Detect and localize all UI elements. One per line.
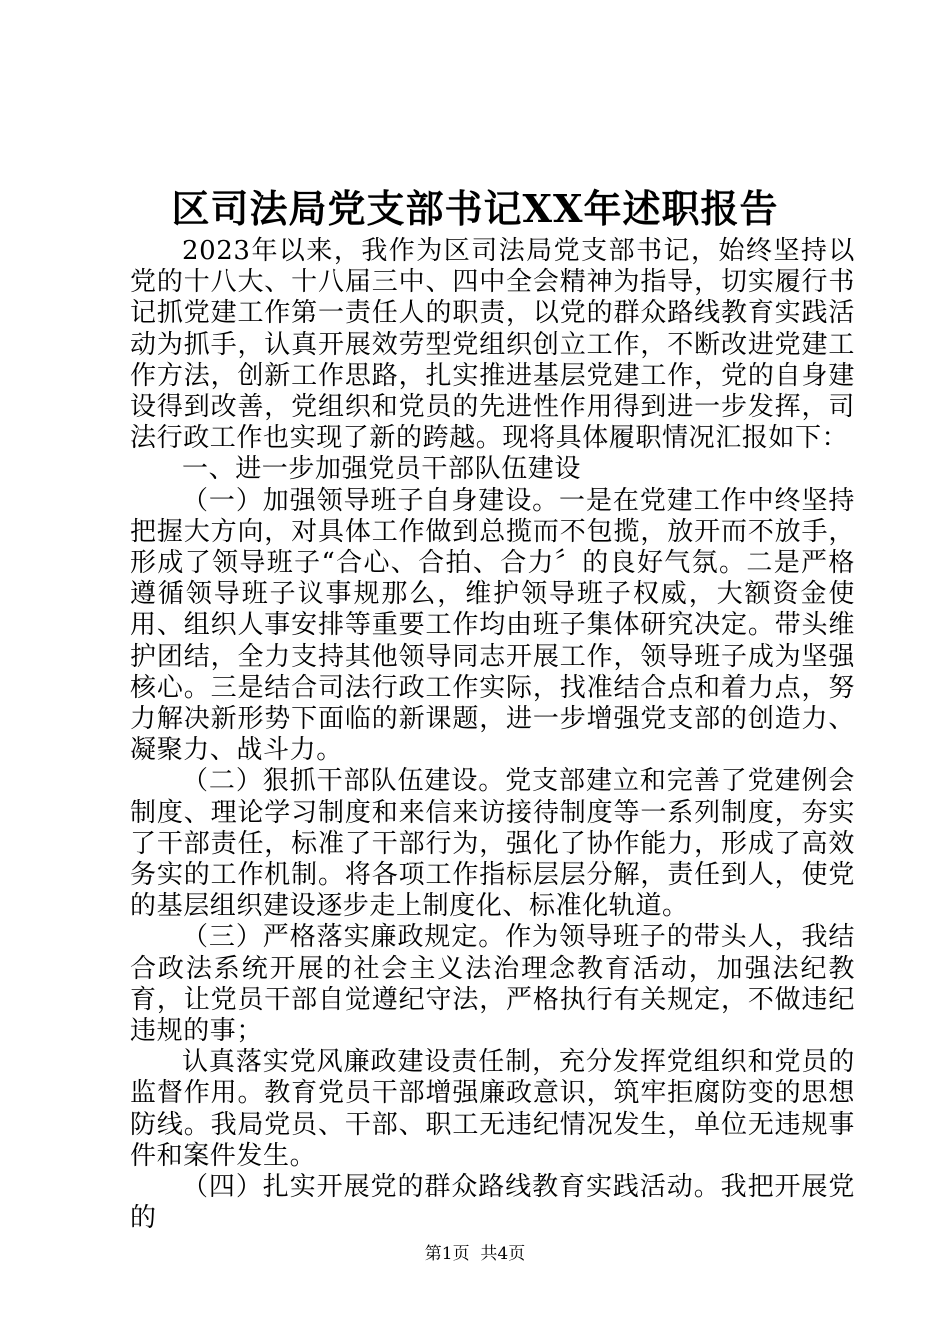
page-number-total: 共4页	[480, 1244, 526, 1264]
document-title: 区司法局党支部书记XX年述职报告	[171, 186, 779, 231]
subsection-2-paragraph: （二）狠抓干部队伍建设。党支部建立和完善了党建例会制度、理论学习制度和来信来访接待制度等一系列制度，夯实了干部责任，标准了干部行为，强化了协作能力，形成了高效务实的工作机制。将各项工作指标层层分解，责任到人，使党的基层组织建设逐步走上制度化、标准化轨道。	[130, 766, 855, 922]
document-body	[130, 236, 855, 1235]
subsection-4-paragraph: （四）扎实开展党的群众路线教育实践活动。我把开展党的	[130, 1172, 855, 1234]
page-number-current: 第1页	[424, 1244, 470, 1264]
page-footer	[0, 1243, 950, 1265]
subsection-3-paragraph: （三）严格落实廉政规定。作为领导班子的带头人，我结合政法系统开展的社会主义法治理念教育活动，加强法纪教育，让党员干部自觉遵纪守法，严格执行有关规定，不做违纪违规的事；	[130, 922, 855, 1047]
subsection-1-paragraph: （一）加强领导班子自身建设。一是在党建工作中终坚持把握大方向，对具体工作做到总揽而不包揽，放开而不放手，形成了领导班子“合心、合拍、合力〞的良好气氛。二是严格遵循领导班子议事规那么，维护领导班子权威，大额资金使用、组织人事安排等重要工作均由班子集体研究决定。带头维护团结，全力支持其他领导同志开展工作，领导班子成为坚强核心。三是结合司法行政工作实际，找准结合点和着力点，努力解决新形势下面临的新课题，进一步增强党支部的创造力、凝聚力、战斗力。	[130, 485, 855, 766]
section-heading-1: 一、进一步加强党员干部队伍建设	[182, 454, 582, 485]
intro-paragraph: 2023年以来，我作为区司法局党支部书记，始终坚持以党的十八大、十八届三中、四中全会精神为指导，切实履行书记抓党建工作第一责任人的职责，以党的群众路线教育实践活动为抓手，认真开展效劳型党组织创立工作，不断改进党建工作方法，创新工作思路，扎实推进基层党建工作，党的自身建设得到改善，党组织和党员的先进性作用得到进一步发挥，司法行政工作也实现了新的跨越。现将具体履职情况汇报如下：	[130, 236, 855, 454]
subsection-3-continued-paragraph: 认真落实党风廉政建设责任制，充分发挥党组织和党员的监督作用。教育党员干部增强廉政意识，筑牢拒腐防变的思想防线。我局党员、干部、职工无违纪情况发生，单位无违规事件和案件发生。	[130, 1047, 855, 1171]
footer-separator	[470, 1244, 481, 1264]
